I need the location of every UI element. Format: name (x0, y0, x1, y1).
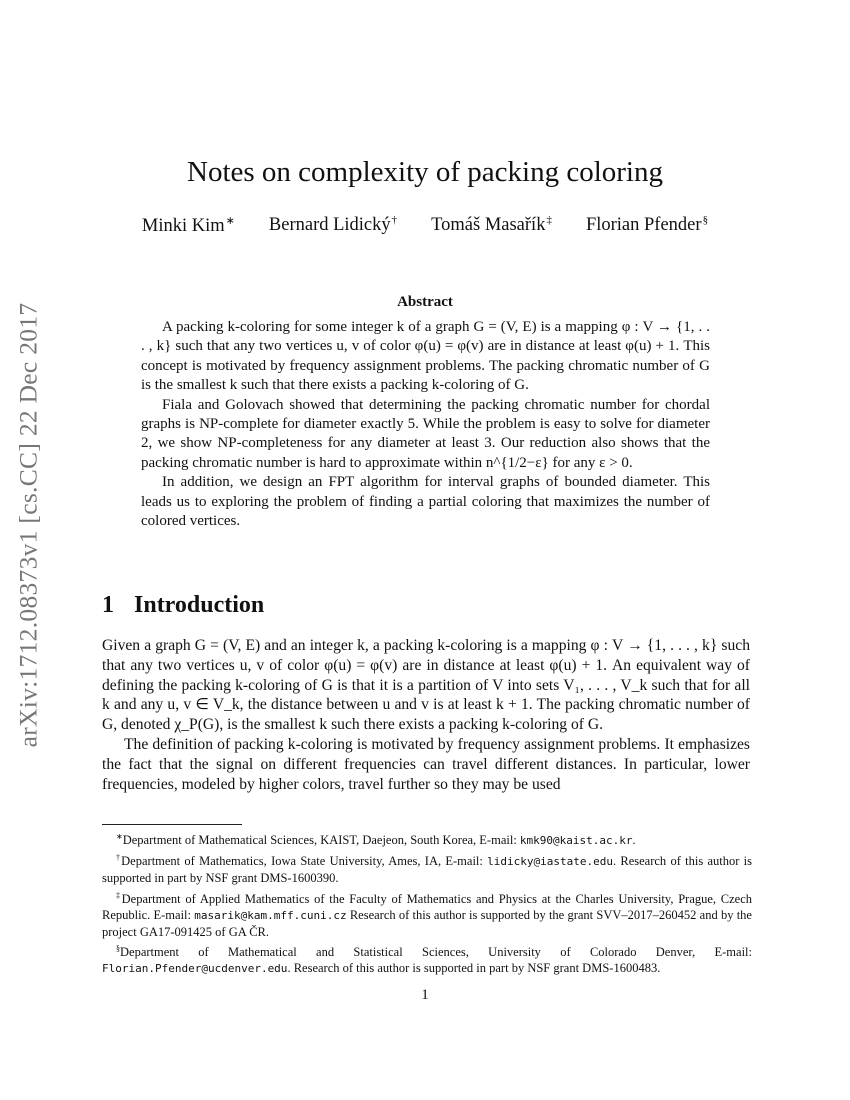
abstract-heading: Abstract (397, 294, 453, 310)
footnote-text: Department of Applied Mathematics of the Faculty of Mathematics and Physics at the Charles University, Prague, Czech Republic. E-mail: (102, 891, 753, 922)
footnote-email: Florian.Pfender@ucdenver.edu (102, 962, 288, 976)
footnote-rule (102, 824, 242, 825)
intro-body (102, 636, 750, 794)
author-name: Tomáš Masařík (431, 215, 546, 235)
author-list (0, 214, 850, 237)
section-heading (102, 592, 264, 619)
author-name: Florian Pfender (585, 215, 702, 235)
footnote-text-after: . Research of this author is supported in part by NSF grant DMS-1600483. (287, 961, 661, 976)
section-number: 1 (102, 592, 114, 618)
footnotes (102, 829, 752, 979)
footnote-text-after: . Research of this author is supported in part by NSF grant DMS-1600390. (102, 854, 752, 886)
footnote-text-after: . (632, 833, 636, 847)
author-name: Minki Kim (141, 216, 225, 236)
footnote-mark: ∗ (116, 832, 123, 841)
author-footnote-mark: † (391, 214, 398, 226)
author-footnote-mark: ∗ (225, 215, 235, 227)
section-title: Introduction (134, 592, 265, 618)
footnote-text: Department of Mathematics, Iowa State University, Ames, IA, E-mail: (121, 854, 488, 869)
author-footnote-mark: ‡ (546, 214, 552, 226)
footnote-email: masarik@kam.mff.cuni.cz (194, 908, 347, 922)
footnote-mark: § (116, 944, 120, 954)
footnote-mark: † (116, 853, 122, 863)
footnote (102, 850, 752, 886)
author-4 (586, 214, 708, 237)
arxiv-stamp-text: arXiv:1712.08373v1 [cs.CC] 22 Dec 2017 (13, 302, 42, 748)
footnote (102, 941, 752, 977)
footnote-mark: ‡ (116, 890, 122, 900)
author-2 (269, 214, 397, 237)
footnote-text-after: Research of this author is supported by the grant SVV–2017–260452 and by the project GA17-091425 of GA ČR. (102, 907, 752, 940)
author-1 (142, 214, 235, 237)
author-name: Bernard Lidický (268, 215, 391, 235)
abstract-paragraph: Fiala and Golovach showed that determining the packing chromatic number for chordal graphs is NP-complete for diameter exactly 5. While the problem is easy to solve for diameter 2, we show NP-completeness for any diameter at least 3. Our reduction also shows that the packing chromatic number is hard to approximate within n^{1/2−ε} for any ε > 0. (141, 396, 710, 471)
footnote-text: Department of Mathematical and Statistical Sciences, University of Colorado Denver, E-mail: (120, 945, 752, 960)
footnote (102, 888, 752, 941)
abstract-paragraph: A packing k-coloring for some integer k of a graph G = (V, E) is a mapping φ : V → {1, . . . , k} such that any two vertices u, v of color φ(u) = φ(v) are in distance at least φ(u) + 1. This concept is motivated by frequency assignment problems. The packing chromatic number of G is the smallest k such that there exists a packing k-coloring of G. (141, 319, 710, 394)
footnote-email: lidicky@iastate.edu (487, 855, 613, 869)
footnote-email: kmk90@kaist.ac.kr (519, 834, 633, 847)
paper-title: Notes on complexity of packing coloring (187, 156, 663, 188)
footnote (102, 829, 752, 849)
author-footnote-mark: § (702, 214, 709, 226)
body-paragraph: Given a graph G = (V, E) and an integer k, a packing k-coloring is a mapping φ : V → {1, . . . , k} such that any two vertices u, v of color φ(u) = φ(v) are in distance at least φ(u) + 1. An equivalent way of defining the packing k-coloring of G is that it is a partition of V into sets V₁, . . . , V_k such that for all k and any u, v ∈ V_k, the distance between u and v is at least k + 1. The packing chromatic number of G, denoted χ_P(G), is the smallest k such there exists a packing k-coloring of G. (102, 637, 750, 734)
abstract-paragraph: In addition, we design an FPT algorithm for interval graphs of bounded diameter. This leads us to exploring the problem of finding a partial coloring that maximizes the number of colored vertices. (141, 474, 710, 530)
arxiv-side-stamp (8, 290, 48, 760)
page-number: 1 (421, 987, 429, 1003)
footnote-text: Department of Mathematical Sciences, KAIST, Daejeon, South Korea, E-mail: (122, 833, 520, 847)
author-3 (431, 214, 552, 237)
body-paragraph: The definition of packing k-coloring is motivated by frequency assignment problems. It emphasizes the fact that the signal on different frequencies can travel different distances. In particular, lower frequencies, modeled by higher colors, travel further so they may be used (102, 735, 750, 793)
abstract-body (141, 318, 710, 531)
